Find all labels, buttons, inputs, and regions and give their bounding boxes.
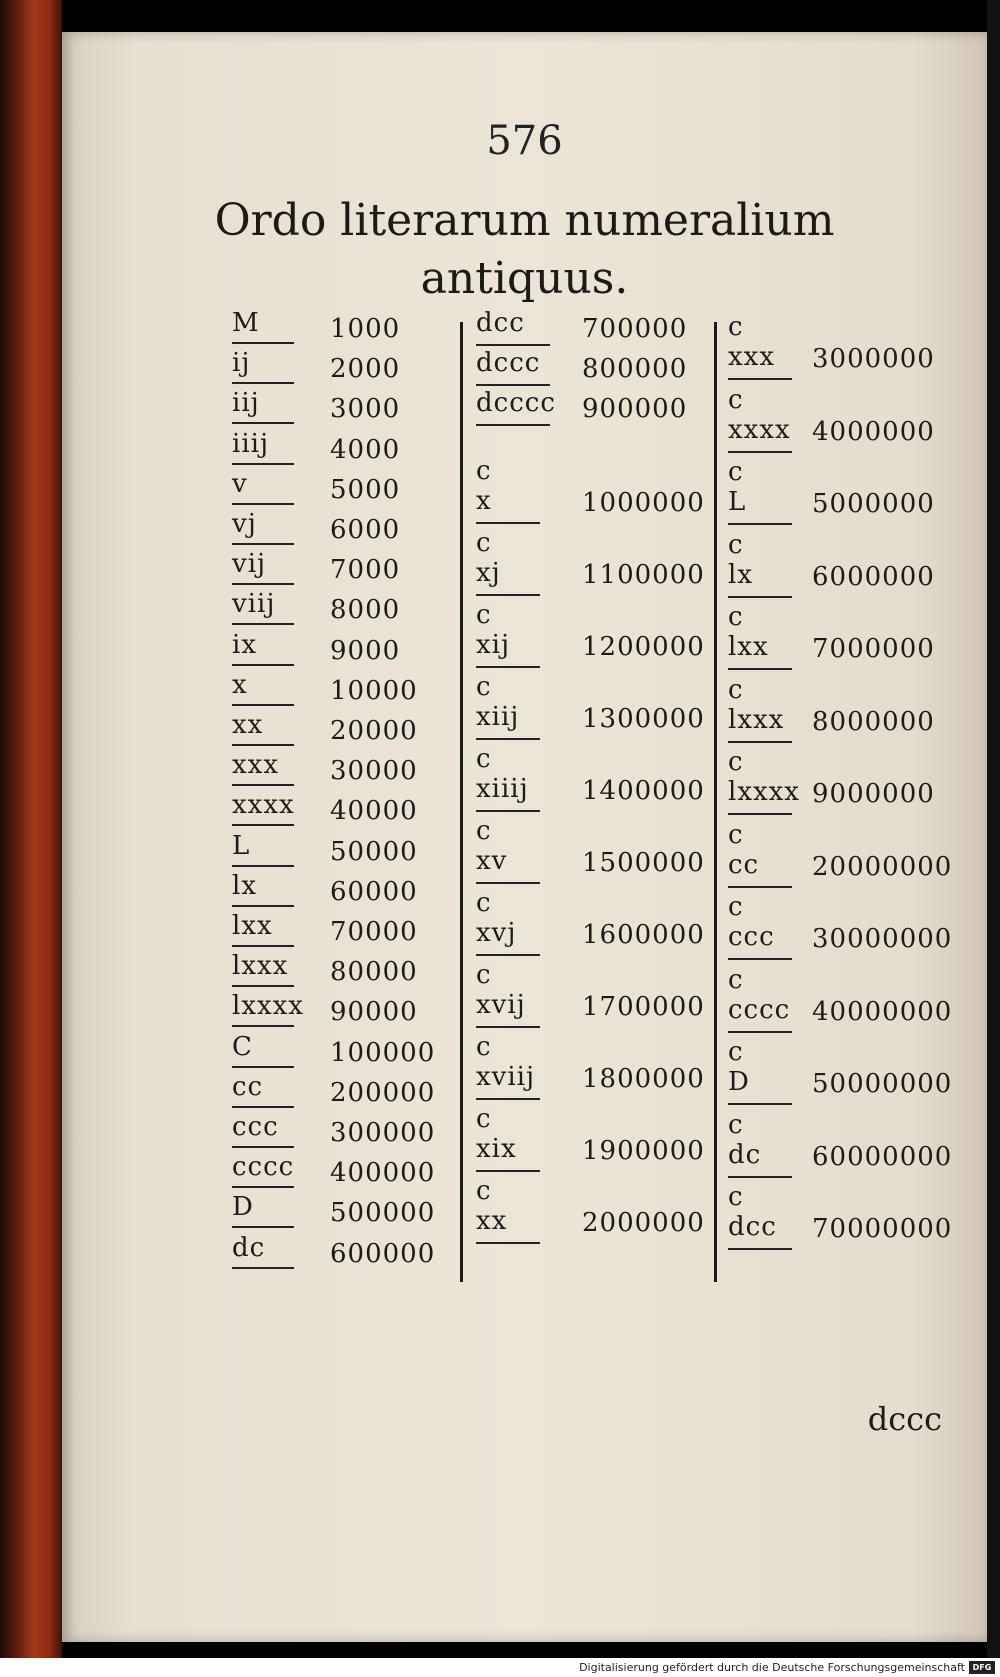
catchword: dccc	[867, 1400, 942, 1438]
prefix-c: c	[728, 1109, 744, 1140]
numeral-rule	[232, 543, 294, 545]
roman-numeral: xx	[476, 1206, 508, 1236]
roman-numeral: xxxx	[728, 414, 791, 445]
numeral-rule	[728, 596, 792, 598]
prefix-c: c	[728, 964, 744, 995]
arabic-value: 70000	[330, 917, 418, 947]
title-line-2: antiquus.	[420, 253, 629, 304]
roman-numeral: dc	[232, 1232, 266, 1263]
table-row	[472, 1170, 722, 1238]
roman-numeral: cc	[728, 849, 760, 880]
prefix-c: c	[476, 744, 492, 774]
arabic-value: 7000	[330, 555, 401, 586]
numeral-rule	[232, 503, 294, 505]
right-edge	[987, 0, 1000, 1658]
numeral-rule	[728, 958, 792, 960]
roman-numeral: lxx	[232, 911, 273, 941]
numeral-rule	[232, 1146, 294, 1148]
table-row	[472, 450, 722, 518]
arabic-value: 2000	[330, 354, 401, 385]
arabic-value: 9000	[330, 635, 401, 666]
table-row	[472, 954, 722, 1022]
roman-numeral: dcc	[728, 1212, 777, 1242]
roman-numeral: lxxxx	[232, 991, 304, 1022]
dfg-logo: DFG	[969, 1661, 995, 1674]
roman-numeral: ij	[232, 348, 251, 379]
prefix-c: c	[728, 1182, 744, 1212]
arabic-value: 50000000	[812, 1069, 953, 1099]
prefix-c: c	[728, 674, 744, 705]
arabic-value: 6000	[330, 515, 401, 545]
roman-numeral: xxx	[728, 342, 775, 372]
arabic-value: 500000	[330, 1198, 436, 1229]
roman-numeral: vij	[232, 549, 267, 580]
book-page	[62, 32, 987, 1642]
footer-bar	[0, 1658, 1000, 1677]
roman-numeral: xv	[476, 846, 508, 876]
numeral-rule	[728, 1103, 792, 1105]
prefix-c: c	[476, 816, 492, 846]
numeral-rule	[232, 382, 294, 384]
roman-numeral: iij	[232, 388, 260, 419]
numeral-rule	[232, 1066, 294, 1068]
numeral-rule	[728, 451, 792, 453]
arabic-value: 40000000	[812, 996, 953, 1027]
roman-numeral: xij	[476, 630, 511, 660]
numeral-rule	[232, 1226, 294, 1228]
table-row	[724, 892, 974, 954]
table-row	[472, 666, 722, 734]
table-row	[724, 674, 974, 737]
numeral-rule	[728, 813, 792, 815]
arabic-value: 1400000	[582, 776, 705, 806]
table-row	[724, 602, 974, 664]
roman-numeral: xiij	[476, 702, 520, 732]
numeral-table	[62, 308, 987, 1370]
numeral-rule	[476, 1242, 540, 1244]
arabic-value: 300000	[330, 1118, 436, 1148]
prefix-c: c	[476, 1104, 492, 1134]
arabic-value: 70000000	[812, 1214, 953, 1244]
roman-numeral: cccc	[232, 1152, 295, 1183]
arabic-value: 9000000	[812, 779, 935, 809]
prefix-c: c	[476, 456, 492, 486]
roman-numeral: xiiij	[476, 774, 529, 804]
roman-numeral: lxxx	[728, 704, 785, 735]
roman-numeral: xxxx	[232, 790, 295, 821]
roman-numeral: xx	[232, 710, 264, 740]
arabic-value: 1000000	[582, 488, 705, 518]
prefix-c: c	[728, 819, 744, 850]
arabic-value: 1900000	[582, 1136, 705, 1166]
roman-numeral: M	[232, 308, 260, 338]
arabic-value: 20000	[330, 716, 418, 746]
arabic-value: 4000000	[812, 416, 935, 447]
roman-numeral: vj	[232, 509, 257, 539]
column-3	[724, 312, 974, 1320]
numeral-rule	[232, 824, 294, 826]
roman-numeral: L	[728, 487, 747, 517]
arabic-value: 10000	[330, 675, 418, 706]
arabic-value: 900000	[582, 394, 688, 424]
prefix-c: c	[476, 600, 492, 630]
arabic-value: 5000000	[812, 489, 935, 519]
footer-text: Digitalisierung gefördert durch die Deutsche Forschungsgemeinschaft	[579, 1661, 965, 1674]
numeral-rule	[728, 668, 792, 670]
roman-numeral: cc	[232, 1071, 264, 1102]
numeral-rule	[232, 664, 294, 666]
roman-numeral: dcccc	[476, 388, 556, 418]
table-row	[724, 964, 974, 1027]
arabic-value: 2000000	[582, 1208, 705, 1238]
numeral-rule	[232, 342, 294, 344]
arabic-value: 3000000	[812, 344, 935, 374]
arabic-value: 3000	[330, 394, 401, 425]
numeral-rule	[476, 344, 550, 346]
table-row	[724, 1037, 974, 1099]
roman-numeral: iiij	[232, 428, 270, 459]
table-row	[724, 1109, 974, 1172]
roman-numeral: cccc	[728, 994, 791, 1025]
numeral-rule	[232, 422, 294, 424]
arabic-value: 1200000	[582, 632, 705, 662]
table-row	[724, 457, 974, 519]
roman-numeral: xxx	[232, 750, 279, 781]
prefix-c: c	[476, 1176, 492, 1206]
roman-numeral: xviij	[476, 1062, 536, 1092]
roman-numeral: x	[232, 669, 248, 700]
roman-numeral: lxxx	[232, 951, 289, 982]
numeral-rule	[476, 384, 550, 386]
arabic-value: 80000	[330, 957, 418, 988]
prefix-c: c	[728, 747, 744, 777]
roman-numeral: dccc	[476, 348, 541, 378]
roman-numeral: lx	[232, 870, 257, 901]
arabic-value: 1700000	[582, 992, 705, 1022]
arabic-value: 1800000	[582, 1064, 705, 1094]
prefix-c: c	[728, 602, 744, 632]
page-title	[62, 192, 987, 308]
arabic-value: 1500000	[582, 848, 705, 878]
arabic-value: 700000	[582, 314, 688, 344]
roman-numeral: lxxxx	[728, 777, 800, 807]
arabic-value: 40000	[330, 796, 418, 827]
arabic-value: 1100000	[582, 560, 705, 590]
arabic-value: 1300000	[582, 704, 705, 734]
roman-numeral: xix	[476, 1134, 517, 1164]
arabic-value: 5000	[330, 474, 401, 505]
arabic-value: 90000	[330, 997, 418, 1028]
roman-numeral: ccc	[232, 1112, 279, 1142]
roman-numeral: C	[232, 1031, 253, 1062]
roman-numeral: xj	[476, 558, 501, 588]
table-row	[232, 1232, 472, 1285]
roman-numeral: L	[232, 830, 251, 861]
book-spine	[0, 0, 62, 1658]
prefix-c: c	[728, 312, 744, 342]
roman-numeral: xvij	[476, 990, 526, 1020]
title-line-1: Ordo literarum numeralium	[214, 195, 835, 246]
table-row	[724, 747, 974, 809]
arabic-value: 600000	[330, 1238, 436, 1269]
roman-numeral: ix	[232, 629, 257, 660]
numeral-rule	[232, 1267, 294, 1269]
arabic-value: 1000	[330, 314, 401, 344]
numeral-rule	[232, 905, 294, 907]
roman-numeral: ccc	[728, 922, 775, 952]
table-row	[472, 882, 722, 950]
numeral-rule	[476, 424, 550, 426]
arabic-value: 7000000	[812, 634, 935, 664]
numeral-rule	[232, 704, 294, 706]
table-row	[472, 1098, 722, 1166]
prefix-c: c	[476, 528, 492, 558]
table-row	[724, 819, 974, 882]
numeral-rule	[232, 1025, 294, 1027]
table-row	[472, 522, 722, 590]
prefix-c: c	[476, 888, 492, 918]
arabic-value: 30000000	[812, 924, 953, 954]
table-row	[472, 594, 722, 662]
roman-numeral: lxx	[728, 632, 769, 662]
arabic-value: 200000	[330, 1077, 436, 1108]
column-1	[232, 308, 472, 1320]
table-row	[724, 312, 974, 374]
arabic-value: 8000	[330, 595, 401, 626]
table-row	[724, 529, 974, 592]
table-row	[472, 1026, 722, 1094]
numeral-rule	[232, 945, 294, 947]
numeral-rule	[728, 886, 792, 888]
arabic-value: 30000	[330, 756, 418, 787]
table-row	[472, 810, 722, 878]
numeral-rule	[232, 744, 294, 746]
prefix-c: c	[476, 1032, 492, 1062]
numeral-rule	[728, 523, 792, 525]
column-2	[472, 308, 722, 1320]
numeral-rule	[728, 1248, 792, 1250]
roman-numeral: xvj	[476, 918, 517, 948]
arabic-value: 1600000	[582, 920, 705, 950]
arabic-value: 400000	[330, 1158, 436, 1189]
arabic-value: 20000000	[812, 851, 953, 882]
prefix-c: c	[728, 1037, 744, 1067]
prefix-c: c	[476, 672, 492, 702]
prefix-c: c	[728, 529, 744, 560]
numeral-rule	[232, 784, 294, 786]
prefix-c: c	[728, 892, 744, 922]
column-divider-2	[714, 322, 717, 1282]
roman-numeral: dcc	[476, 308, 525, 338]
numeral-rule	[232, 985, 294, 987]
numeral-rule	[728, 1031, 792, 1033]
arabic-value: 6000000	[812, 561, 935, 592]
table-row	[724, 1182, 974, 1244]
table-row	[472, 738, 722, 806]
roman-numeral: x	[476, 486, 492, 516]
table-row	[472, 388, 722, 440]
prefix-c: c	[476, 960, 492, 990]
prefix-c: c	[728, 384, 744, 415]
roman-numeral: D	[232, 1192, 254, 1223]
column-divider-1	[460, 322, 463, 1282]
arabic-value: 60000	[330, 876, 418, 907]
arabic-value: 100000	[330, 1037, 436, 1068]
prefix-c: c	[728, 457, 744, 487]
numeral-rule	[232, 463, 294, 465]
numeral-rule	[232, 1186, 294, 1188]
numeral-rule	[728, 1176, 792, 1178]
numeral-rule	[232, 1106, 294, 1108]
arabic-value: 8000000	[812, 706, 935, 737]
numeral-rule	[232, 583, 294, 585]
arabic-value: 60000000	[812, 1141, 953, 1172]
page-number: 576	[486, 118, 563, 164]
roman-numeral: v	[232, 468, 248, 499]
arabic-value: 4000	[330, 434, 401, 465]
roman-numeral: dc	[728, 1139, 762, 1170]
numeral-rule	[728, 741, 792, 743]
roman-numeral: D	[728, 1067, 750, 1097]
arabic-value: 50000	[330, 836, 418, 867]
numeral-rule	[728, 378, 792, 380]
roman-numeral: lx	[728, 559, 753, 590]
numeral-rule	[232, 865, 294, 867]
numeral-rule	[232, 623, 294, 625]
roman-numeral: viij	[232, 589, 276, 620]
table-row	[724, 384, 974, 447]
arabic-value: 800000	[582, 354, 688, 384]
